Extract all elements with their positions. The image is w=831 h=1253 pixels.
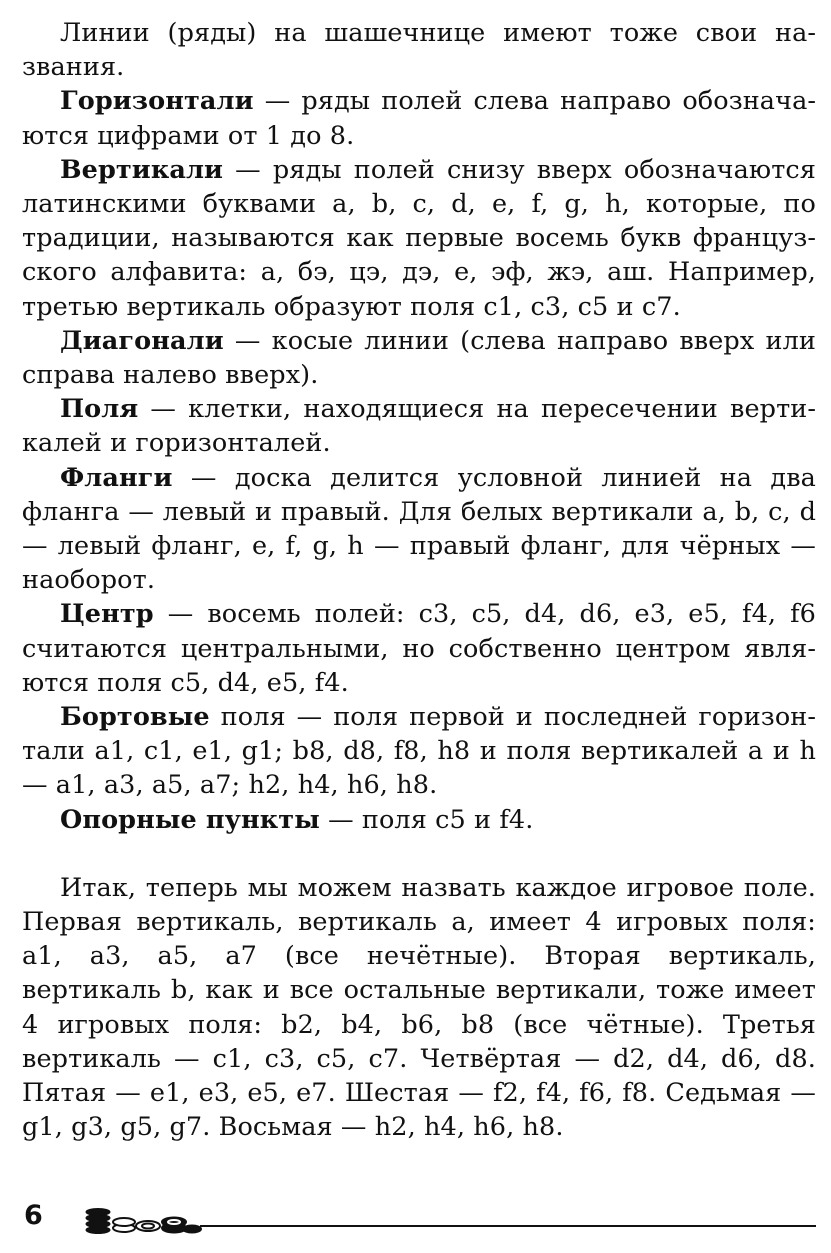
paragraph-horizontals [22, 84, 816, 152]
paragraph-verticals [22, 153, 816, 324]
term-strongpoints: Опорные пункты [60, 804, 320, 835]
paragraph-text: — поля c5 и f4. [319, 804, 534, 835]
paragraph-strongpoints [22, 803, 816, 837]
term-center: Центр [60, 599, 154, 630]
paragraph-text: — клетки, находящиеся на пересечении вертикалей и горизонталей. [22, 394, 816, 459]
term-squares: Поля [60, 394, 139, 425]
checkers-pieces-icon [84, 1204, 202, 1234]
paragraph-diagonals [22, 324, 816, 392]
paragraph-center [22, 597, 816, 700]
paragraph-text: — доска делится условной линией на два фланга — левый и правый. Для белых вертикали a, b, c, d — левый фланг, e, f, g, h — правый фланг, для чёрных — наоборот. [22, 462, 816, 596]
footer-rule [200, 1225, 816, 1227]
term-diagonals: Диагонали [60, 325, 224, 356]
page-number: 6 [24, 1200, 43, 1231]
term-verticals: Вертикали [60, 154, 224, 185]
paragraph-summary [22, 871, 816, 1145]
term-edge-squares: Бортовые [60, 702, 210, 733]
paragraph-text: — косые линии (слева направо вверх или справа налево вверх). [22, 325, 816, 391]
paragraph-text: поля — поля первой и последней горизонтали a1, c1, e1, g1; b8, d8, f8, h8 и поля вертикалей a и h — a1, a3, a5, a7; h2, h4, h6, h8. [22, 702, 816, 801]
term-horizontals: Горизонтали [60, 86, 254, 117]
paragraph-squares [22, 392, 816, 460]
paragraph-text: Линии (ряды) на шашечнице имеют тоже свои названия. [22, 18, 816, 83]
paragraph-text: — восемь полей: c3, c5, d4, d6, e3, e5, f4, f6 считаются центральными, но собственно центром являются поля c5, d4, e5, f4. [22, 599, 816, 698]
paragraph-text: — ряды полей слева направо обозначаются цифрами от 1 до 8. [22, 86, 816, 151]
paragraph-flanks [22, 461, 816, 598]
body-text [22, 16, 816, 1145]
page-footer [22, 1200, 816, 1236]
paragraph-text: Итак, теперь мы можем назвать каждое игровое поле. Первая вертикаль, вертикаль a, имеет 4 игровых поля: a1, a3, a5, a7 (все нечётные). Вторая вертикаль, вертикаль b, как и все остальные вертикали, тоже имеет 4 игровых поля: b2, b4, b6, b8 (все чётные). Третья вертикаль — c1, c3, c5, c7. Четвёртая — d2, d4, d6, d8. Пятая — e1, e3, e5, e7. Шестая — f2, f4, f6, f8. Седьмая — g1, g3, g5, g7. Восьмая — h2, h4, h6, h8. [22, 872, 816, 1143]
paragraph-intro [22, 16, 816, 84]
term-flanks: Фланги [60, 462, 173, 493]
paragraph-edge-squares [22, 700, 816, 803]
paragraph-text: — ряды полей снизу вверх обозначаются латинскими буквами a, b, c, d, e, f, g, h, которые, по традиции, называются как первые восемь букв французского алфавита: а, бэ, цэ, дэ, е, эф, жэ, аш. Например, третью вертикаль образуют поля c1, c3, c5 и c7. [22, 154, 816, 322]
